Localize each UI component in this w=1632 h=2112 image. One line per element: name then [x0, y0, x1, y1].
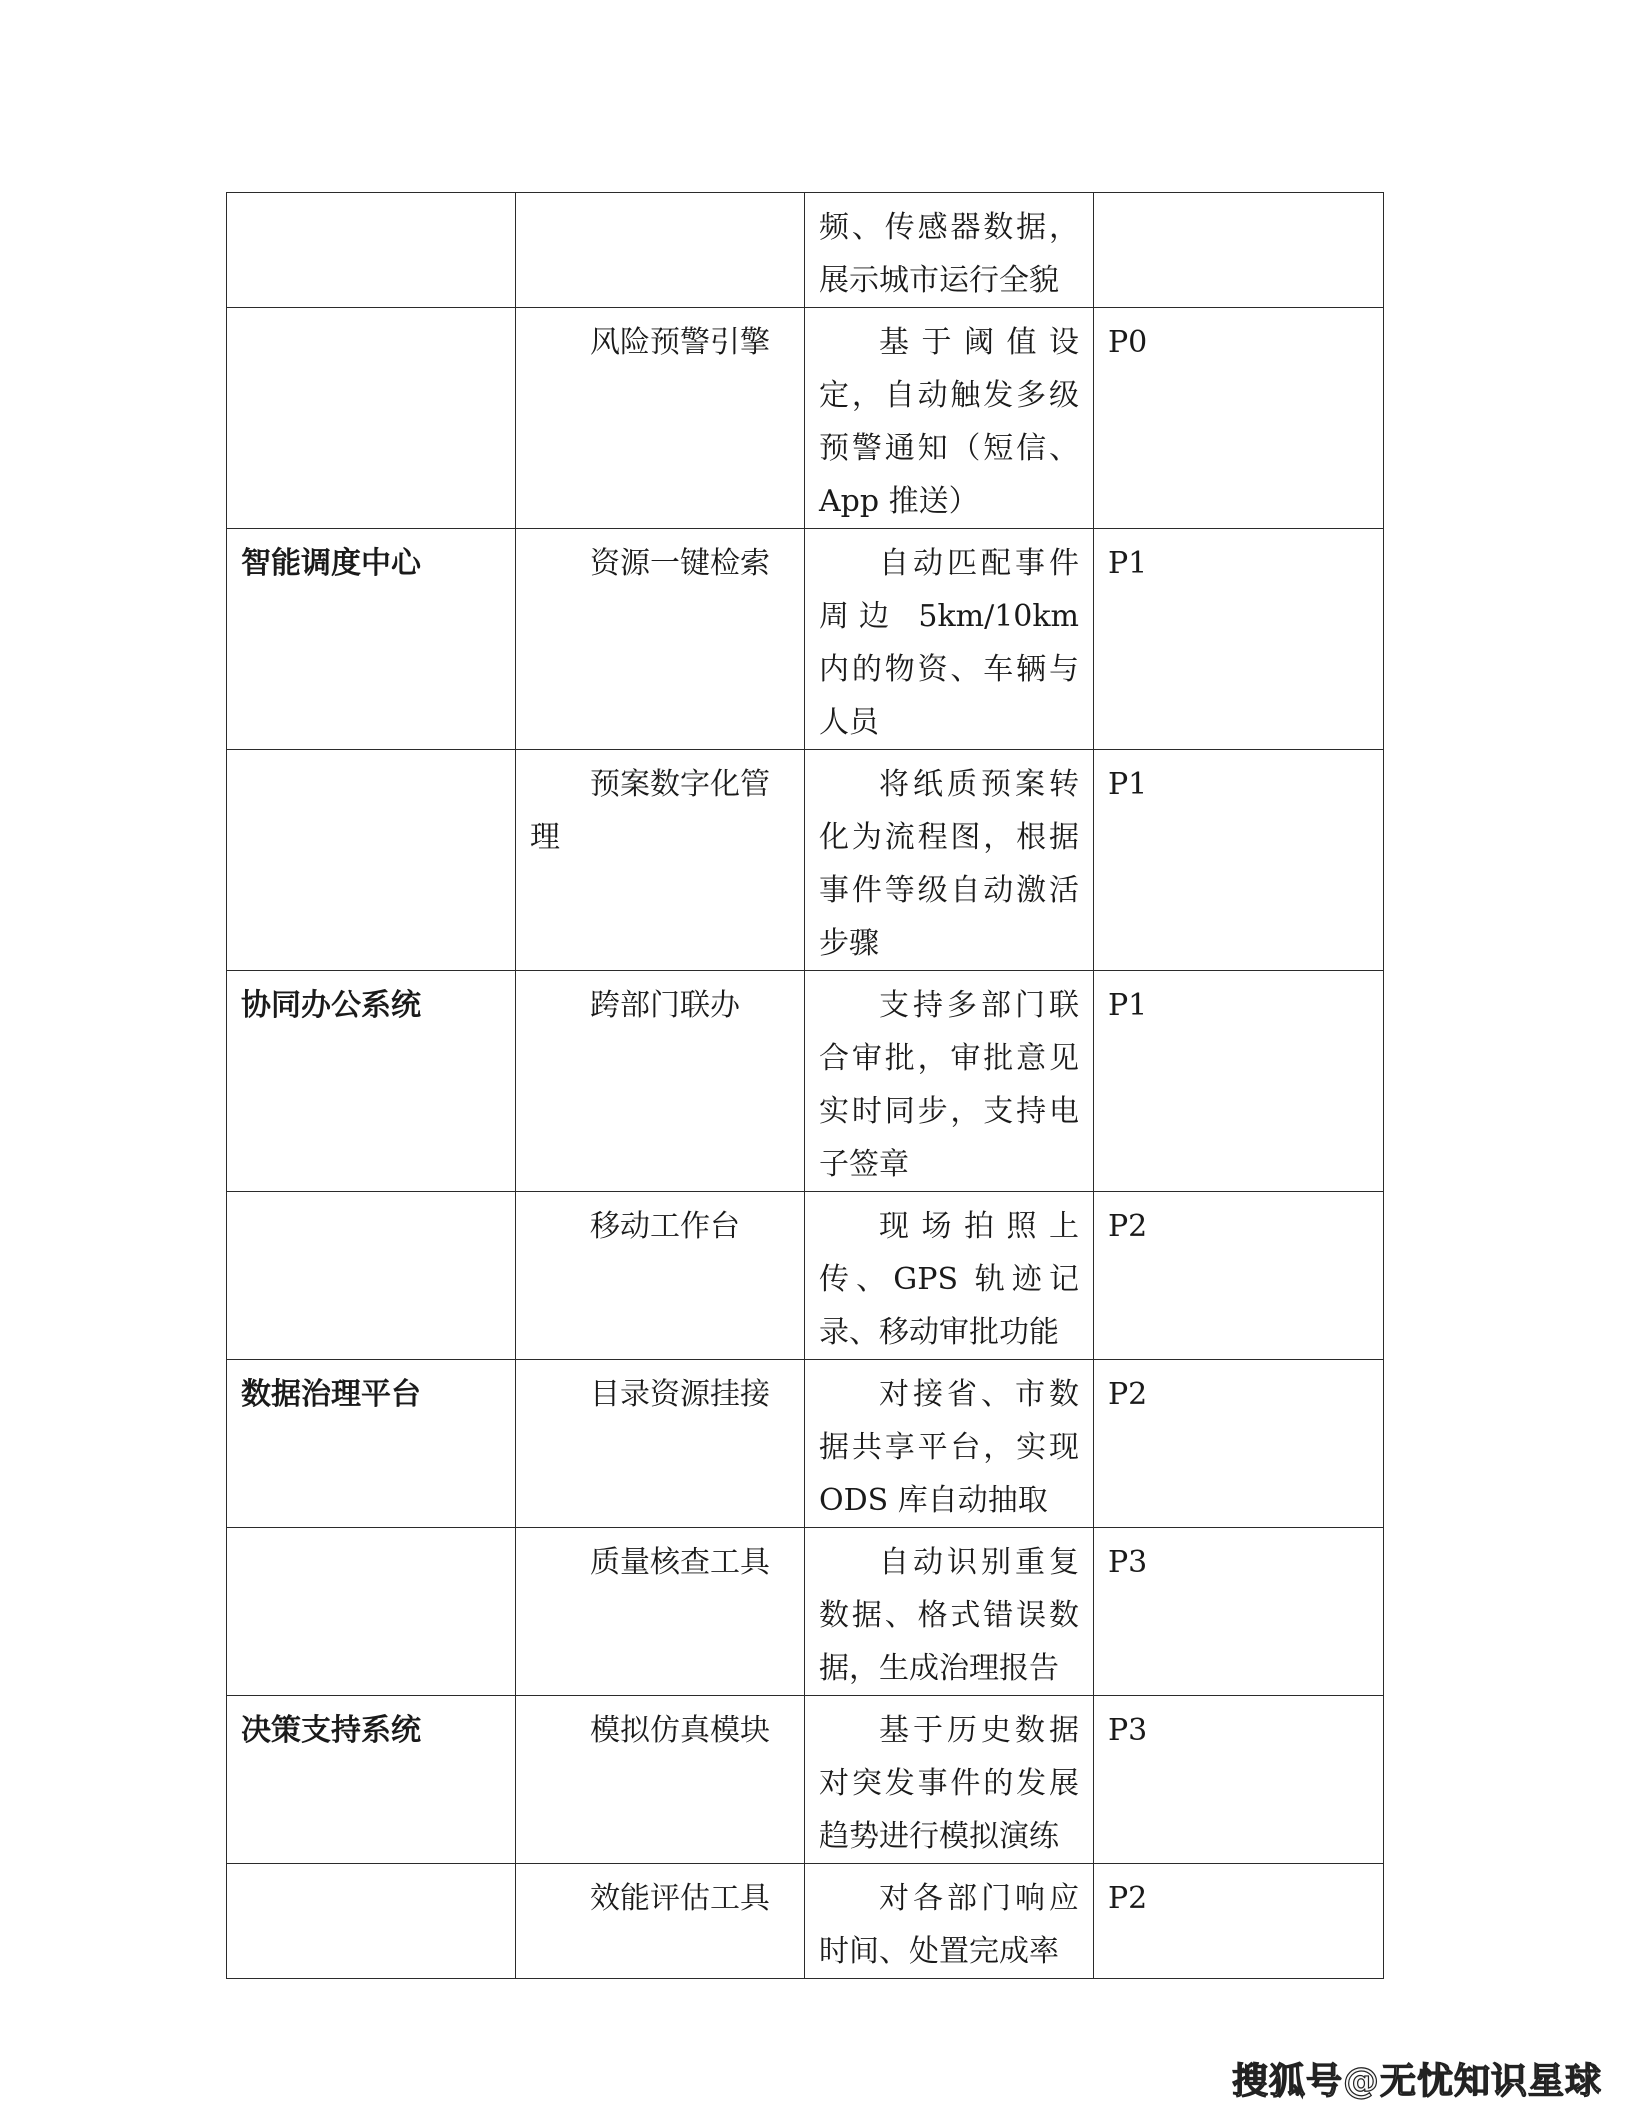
feature-cell: 预案数字化管理	[516, 750, 805, 971]
priority-cell: P3	[1094, 1696, 1384, 1864]
module-cell: 决策支持系统	[227, 1696, 516, 1864]
feature-cell: 质量核查工具	[516, 1528, 805, 1696]
table-row	[227, 308, 1384, 529]
description-cell: 基于阈值设定，自动触发多级预警通知（短信、App 推送）	[805, 308, 1094, 529]
priority-cell: P2	[1094, 1192, 1384, 1360]
description-cell: 对各部门响应时间、处置完成率	[805, 1864, 1094, 1979]
module-cell	[227, 193, 516, 308]
table-row	[227, 1192, 1384, 1360]
description-cell: 对接省、市数据共享平台，实现 ODS 库自动抽取	[805, 1360, 1094, 1528]
description-cell: 现场拍照上传、GPS 轨迹记录、移动审批功能	[805, 1192, 1094, 1360]
priority-cell	[1094, 193, 1384, 308]
requirements-table	[226, 192, 1384, 1979]
table-row	[227, 1360, 1384, 1528]
table-row	[227, 1528, 1384, 1696]
feature-cell: 资源一键检索	[516, 529, 805, 750]
table-row	[227, 750, 1384, 971]
table-row	[227, 529, 1384, 750]
priority-cell: P2	[1094, 1864, 1384, 1979]
description-cell: 自动识别重复数据、格式错误数据，生成治理报告	[805, 1528, 1094, 1696]
priority-cell: P1	[1094, 750, 1384, 971]
feature-cell: 效能评估工具	[516, 1864, 805, 1979]
module-cell: 智能调度中心	[227, 529, 516, 750]
module-cell	[227, 750, 516, 971]
module-cell	[227, 308, 516, 529]
module-cell	[227, 1528, 516, 1696]
table-row	[227, 1864, 1384, 1979]
feature-cell: 模拟仿真模块	[516, 1696, 805, 1864]
priority-cell: P3	[1094, 1528, 1384, 1696]
description-cell: 支持多部门联合审批，审批意见实时同步，支持电子签章	[805, 971, 1094, 1192]
priority-cell: P2	[1094, 1360, 1384, 1528]
module-cell	[227, 1864, 516, 1979]
table-row	[227, 971, 1384, 1192]
table-row	[227, 1696, 1384, 1864]
feature-cell: 移动工作台	[516, 1192, 805, 1360]
feature-cell: 目录资源挂接	[516, 1360, 805, 1528]
table-row	[227, 193, 1384, 308]
description-cell: 基于历史数据对突发事件的发展趋势进行模拟演练	[805, 1696, 1094, 1864]
watermark: 搜狐号@无忧知识星球	[1231, 2061, 1602, 2102]
description-cell: 频、传感器数据，展示城市运行全貌	[805, 193, 1094, 308]
feature-cell: 跨部门联办	[516, 971, 805, 1192]
feature-cell	[516, 193, 805, 308]
priority-cell: P1	[1094, 529, 1384, 750]
feature-cell: 风险预警引擎	[516, 308, 805, 529]
module-cell: 协同办公系统	[227, 971, 516, 1192]
module-cell: 数据治理平台	[227, 1360, 516, 1528]
description-cell: 将纸质预案转化为流程图，根据事件等级自动激活步骤	[805, 750, 1094, 971]
priority-cell: P1	[1094, 971, 1384, 1192]
module-cell	[227, 1192, 516, 1360]
description-cell: 自动匹配事件周边 5km/10km 内的物资、车辆与人员	[805, 529, 1094, 750]
priority-cell: P0	[1094, 308, 1384, 529]
